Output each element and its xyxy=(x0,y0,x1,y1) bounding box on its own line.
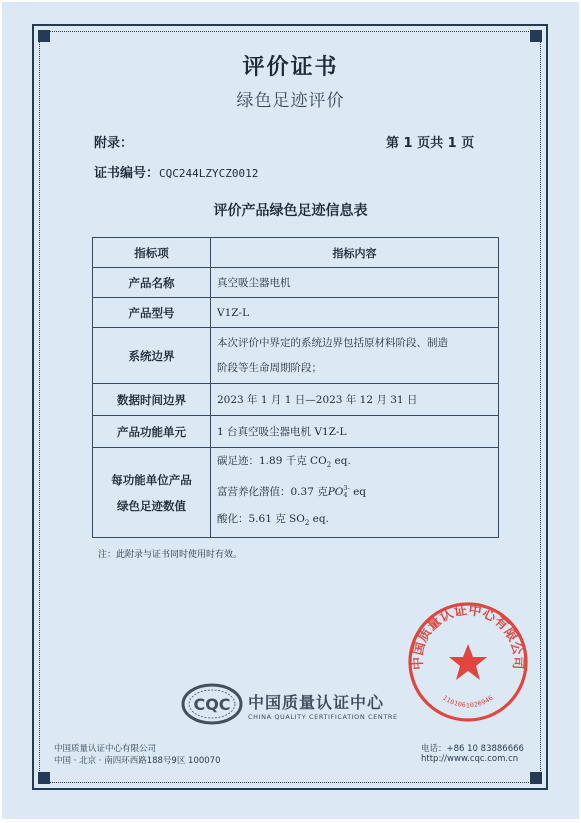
row-value-line: 阶段等生命周期阶段； xyxy=(217,361,322,374)
certificate-page xyxy=(2,2,579,819)
carbon-subscript: 2 xyxy=(326,461,332,470)
footprint-values xyxy=(211,448,499,538)
logo-name-cn: 中国质量认证中心 xyxy=(248,693,385,712)
corner-ornament xyxy=(530,772,542,784)
row-value: 2023 年 1 月 1 日—2023 年 12 月 31 日 xyxy=(211,384,499,416)
eutrophication-potential xyxy=(217,479,492,506)
table-header-row xyxy=(93,238,499,268)
row-value: V1Z-L xyxy=(211,298,499,328)
row-key: 产品型号 xyxy=(93,298,211,328)
footer-address: 中国 · 北京 · 南四环西路188号9区 100070 xyxy=(54,756,221,766)
certificate-title: 评价证书 xyxy=(242,55,339,80)
eutro-formula: PO xyxy=(327,486,344,499)
footer-org: 中国质量认证中心有限公司 xyxy=(54,744,157,754)
seal-text: 中国质量认证中心有限公司 xyxy=(410,603,526,671)
column-header-key: 指标项 xyxy=(93,238,211,268)
acidification xyxy=(217,506,492,537)
page-info: 第 1 页共 1 页 xyxy=(386,136,475,151)
eutro-superscript: 3- xyxy=(343,484,350,493)
carbon-label: 碳足迹： xyxy=(217,455,259,467)
cert-number-label: 证书编号： xyxy=(94,166,160,181)
row-key: 产品功能单元 xyxy=(93,416,211,448)
row-value xyxy=(211,328,499,384)
row-value: 1 台真空吸尘器电机 V1Z-L xyxy=(211,416,499,448)
carbon-footprint xyxy=(217,448,492,479)
row-key: 数据时间边界 xyxy=(93,384,211,416)
table-row xyxy=(93,384,499,416)
row-key-line: 绿色足迹数值 xyxy=(117,498,186,513)
cert-number: CQC244LZYCZ0012 xyxy=(159,167,259,180)
eutro-label: 富营养化潜值： xyxy=(217,486,291,499)
cert-number-row xyxy=(94,162,258,181)
corner-ornament xyxy=(530,30,542,42)
table-row xyxy=(93,298,499,328)
svg-text:1101061026946 xyxy=(441,694,495,710)
carbon-unit: eq. xyxy=(331,455,351,467)
row-key-line: 每功能单位产品 xyxy=(111,472,192,487)
table-row xyxy=(93,328,499,384)
row-value-line: 本次评价中界定的系统边界包括原材料阶段、制造 xyxy=(217,336,448,349)
column-header-value: 指标内容 xyxy=(211,238,499,268)
appendix-label: 附录： xyxy=(94,136,134,151)
table-row xyxy=(93,416,499,448)
star-icon xyxy=(449,644,487,680)
corner-ornament xyxy=(38,30,50,42)
validity-note: 注：此附录与证书同时使用时有效。 xyxy=(98,550,243,560)
logo-name-en: CHINA QUALITY CERTIFICATION CENTRE xyxy=(248,713,398,721)
eutro-value: 0.37 克 xyxy=(290,486,328,499)
table-title: 评价产品绿色足迹信息表 xyxy=(213,203,368,219)
cqc-logo-icon xyxy=(180,682,244,726)
table-row xyxy=(93,268,499,298)
acid-value: 5.61 克 SO xyxy=(248,513,305,526)
acid-unit: eq. xyxy=(309,513,329,526)
acid-subscript: 2 xyxy=(304,519,310,528)
row-key: 系统边界 xyxy=(93,328,211,384)
footer-phone: 电话：+86 10 83886666 xyxy=(421,744,524,754)
table-row xyxy=(93,448,499,538)
row-value: 真空吸尘器电机 xyxy=(211,268,499,298)
row-key: 产品名称 xyxy=(93,268,211,298)
corner-ornament xyxy=(38,772,50,784)
official-seal xyxy=(406,600,530,724)
eutro-subscript: 4 xyxy=(343,491,348,500)
eutro-unit: eq xyxy=(349,486,367,499)
footer-website[interactable]: http://www.cqc.com.cn xyxy=(421,754,519,764)
seal-number: 1101061026946 xyxy=(441,693,495,710)
info-table xyxy=(92,237,499,538)
certificate-subtitle: 绿色足迹评价 xyxy=(236,91,345,111)
row-key xyxy=(93,448,211,538)
carbon-value: 1.89 千克 CO xyxy=(259,455,327,467)
acid-label: 酸化： xyxy=(217,513,249,526)
logo-mark: CQC xyxy=(193,695,231,714)
